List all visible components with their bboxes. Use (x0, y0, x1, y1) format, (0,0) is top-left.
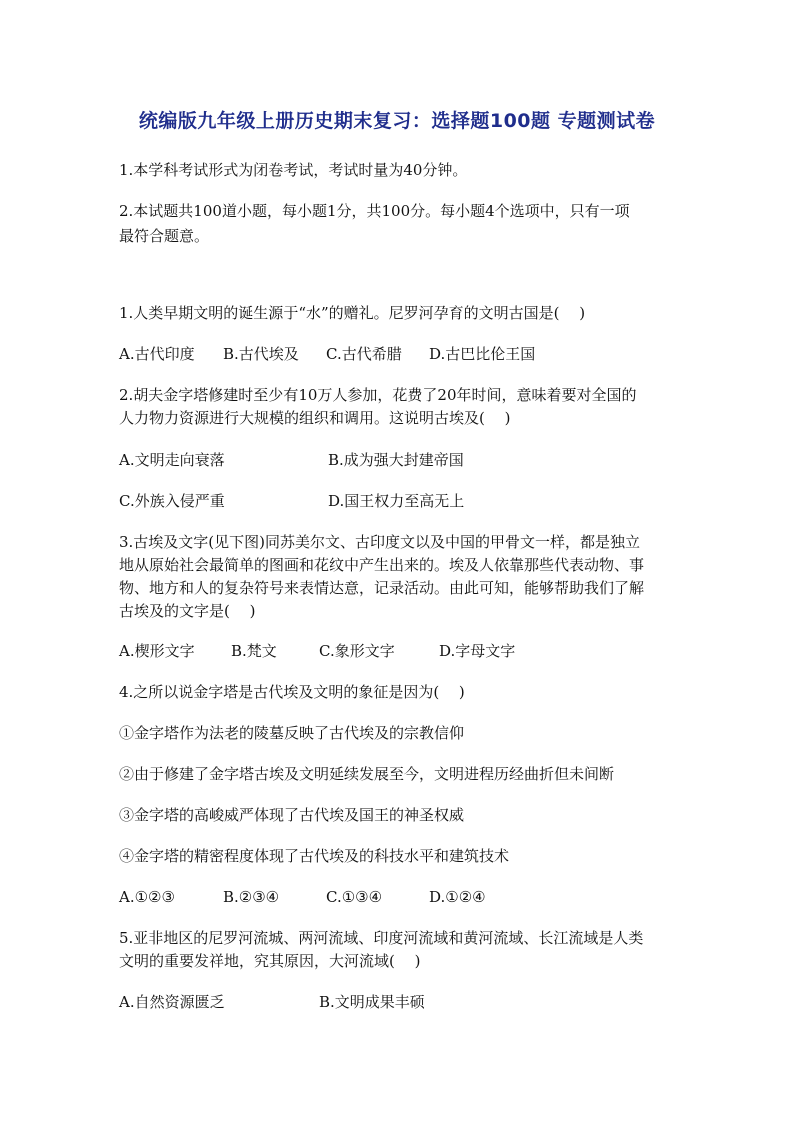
option-b: B.古代埃及 (223, 345, 299, 363)
option-b: B.成为强大封建帝国 (328, 451, 464, 469)
option-a: A.①②③ (119, 888, 175, 906)
question-4-statement-4: ④金字塔的精密程度体现了古代埃及的科技水平和建筑技术 (119, 847, 510, 865)
question-2-options-row2 (119, 489, 699, 513)
question-5-text: 5.亚非地区的尼罗河流城、两河流域、印度河流域和黄河流域、长江流域是人类 (119, 929, 644, 947)
question-2-options-row1 (119, 448, 699, 472)
question-4-statement-1: ①金字塔作为法老的陵墓反映了古代埃及的宗教信仰 (119, 724, 465, 742)
option-c: C.古代希腊 (326, 345, 402, 363)
option-a: A.楔形文字 (119, 642, 195, 660)
option-d: D.字母文字 (439, 642, 516, 660)
option-c: C.象形文字 (319, 642, 395, 660)
instruction-2: 2.本试题共100道小题，每小题1分，共100分。每小题4个选项中，只有一项 (119, 202, 630, 220)
option-b: B.②③④ (223, 888, 280, 906)
question-4-statement-3: ③金字塔的高峻威严体现了古代埃及国王的神圣权威 (119, 806, 465, 824)
option-b: B.文明成果丰硕 (319, 993, 425, 1011)
option-d: D.①②④ (429, 888, 486, 906)
question-1-text: 1.人类早期文明的诞生源于“水”的赠礼。尼罗河孕育的文明古国是( ) (119, 304, 586, 322)
question-3-text-cont-2: 物、地方和人的复杂符号来表情达意，记录活动。由此可知，能够帮助我们了解 (119, 579, 645, 597)
option-b: B.梵文 (231, 642, 277, 660)
page-title: 统编版九年级上册历史期末复习：选择题100题 专题测试卷 (138, 110, 656, 132)
option-c: C.外族入侵严重 (119, 492, 225, 510)
instruction-1: 1.本学科考试形式为闭卷考试，考试时量为40分钟。 (119, 161, 468, 179)
question-3-text: 3.古埃及文字(见下图)同苏美尔文、古印度文以及中国的甲骨文一样，都是独立 (119, 533, 641, 551)
question-4-statement-2: ②由于修建了金字塔古埃及文明延续发展至今，文明进程历经曲折但未间断 (119, 765, 615, 783)
question-4-text: 4.之所以说金字塔是古代埃及文明的象征是因为( ) (119, 683, 465, 701)
option-a: A.自然资源匮乏 (119, 993, 225, 1011)
question-3-text-cont-3: 古埃及的文字是( ) (119, 602, 256, 620)
question-2-text: 2.胡夫金字塔修建时至少有10万人参加，花费了20年时间，意味着要对全国的 (119, 386, 637, 404)
question-3-options (119, 639, 699, 663)
option-d: D.古巴比伦王国 (429, 345, 536, 363)
question-5-text-cont: 文明的重要发祥地，究其原因，大河流域( ) (119, 952, 421, 970)
option-a: A.古代印度 (119, 345, 195, 363)
option-a: A.文明走向衰落 (119, 451, 225, 469)
question-1-options (119, 342, 699, 366)
question-5-options (119, 990, 699, 1014)
question-3-text-cont-1: 地从原始社会最简单的图画和花纹中产生出来的。埃及人依靠那些代表动物、事 (119, 556, 645, 574)
question-4-options (119, 885, 699, 909)
option-c: C.①③④ (326, 888, 383, 906)
instruction-2-cont: 最符合题意。 (119, 227, 210, 245)
option-d: D.国王权力至高无上 (328, 492, 465, 510)
question-2-text-cont: 人力物力资源进行大规模的组织和调用。这说明古埃及( ) (119, 409, 511, 427)
